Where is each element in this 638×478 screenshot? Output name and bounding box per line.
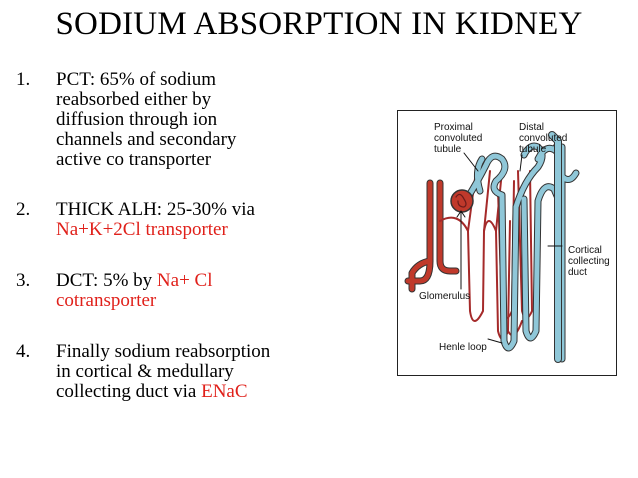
list-item-pct xyxy=(16,70,386,170)
slide-title: SODIUM ABSORPTION IN KIDNEY xyxy=(55,6,583,42)
cd-line-1: Finally sodium reabsorption xyxy=(56,341,271,362)
label-proximal-line-2: convoluted xyxy=(434,133,483,144)
nephron-figure xyxy=(397,110,617,376)
list-item-collecting-duct xyxy=(16,342,386,402)
label-distal-line-3: tubule xyxy=(519,144,547,155)
dct-line-1-highlight: Na+ Cl xyxy=(156,270,213,291)
pct-line-4: channels and secondary xyxy=(56,129,237,150)
bullet-list xyxy=(16,70,386,402)
label-proximal-line-1: Proximal xyxy=(434,122,473,133)
pct-line-3: diffusion through ion xyxy=(56,109,218,130)
list-number: 3. xyxy=(16,270,31,291)
label-cortical-line-2: collecting xyxy=(568,256,610,267)
label-proximal-line-3: tubule xyxy=(434,144,462,155)
label-glomerulus: Glomerulus xyxy=(419,291,471,302)
list-number: 1. xyxy=(16,69,31,90)
label-distal-line-1: Distal xyxy=(519,122,545,133)
label-cortical-line-1: Cortical xyxy=(568,245,602,256)
list-number: 2. xyxy=(16,199,31,220)
list-item-dct xyxy=(16,271,386,311)
pct-line-5: active co transporter xyxy=(56,149,212,170)
label-cortical-line-3: duct xyxy=(568,267,587,278)
alh-line-2: Na+K+2Cl transporter xyxy=(56,219,228,240)
dct-line-1-text: DCT: 5% by xyxy=(56,270,157,291)
label-distal-line-2: convoluted xyxy=(519,133,568,144)
dct-line-1 xyxy=(56,271,386,291)
list-item-thick-alh xyxy=(16,200,386,240)
cd-line-2: in cortical & medullary xyxy=(56,361,234,382)
alh-line-1: THICK ALH: 25-30% via xyxy=(56,199,255,220)
pct-line-2: reabsorbed either by xyxy=(56,89,212,110)
cd-line-3-text: collecting duct via xyxy=(56,381,202,402)
nephron-illustration xyxy=(398,111,618,377)
pct-line-1: PCT: 65% of sodium xyxy=(56,69,217,90)
label-henle-loop: Henle loop xyxy=(439,342,487,353)
dct-line-2: cotransporter xyxy=(56,290,157,311)
cd-line-3 xyxy=(56,382,386,402)
cd-line-3-highlight: ENaC xyxy=(201,381,248,402)
list-number: 4. xyxy=(16,341,31,362)
